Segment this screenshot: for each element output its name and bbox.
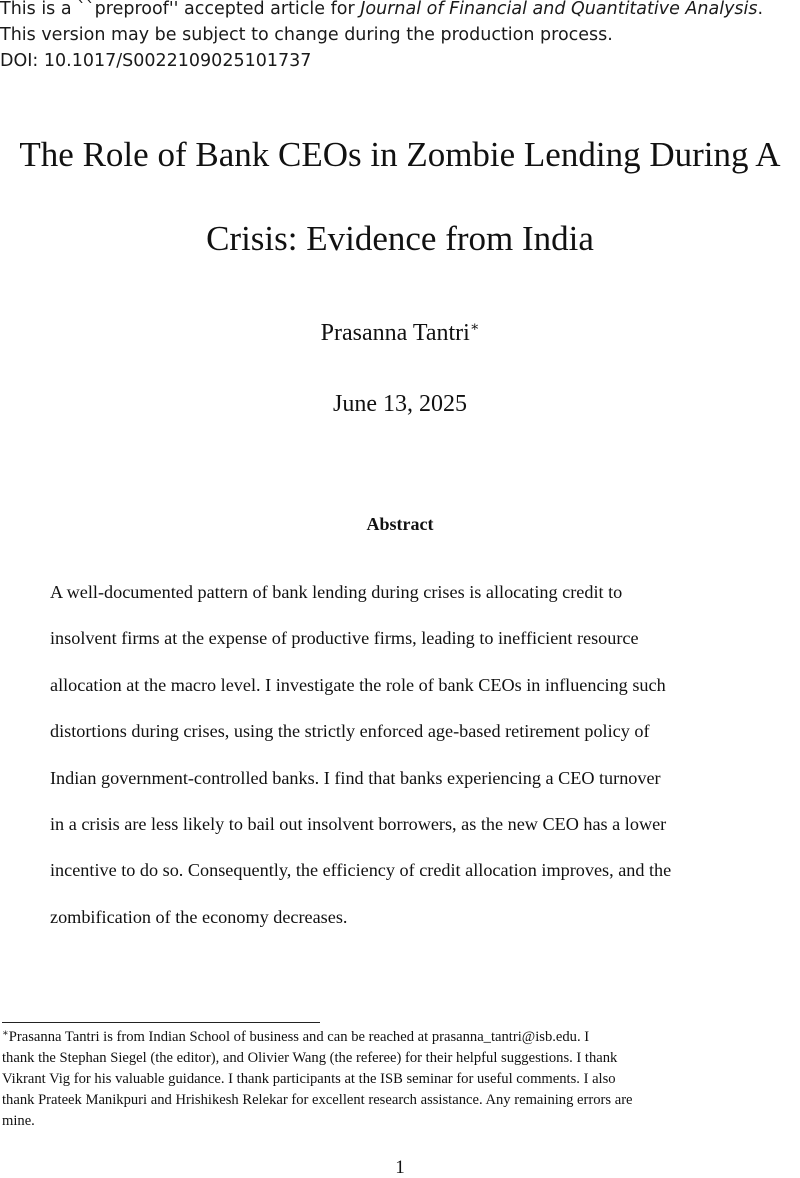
abstract-line: incentive to do so. Consequently, the efficiency of credit allocation improves, and the bbox=[50, 860, 672, 881]
abstract-line: in a crisis are less likely to bail out insolvent borrowers, as the new CEO has a lower bbox=[50, 814, 667, 835]
preproof-line-2: This version may be subject to change during the production process. bbox=[0, 25, 613, 45]
page-number: 1 bbox=[395, 1157, 405, 1178]
footnote-mark: ∗ bbox=[2, 1028, 9, 1039]
paper-title-line-2: Crisis: Evidence from India bbox=[206, 219, 594, 258]
preproof-suffix: . bbox=[757, 0, 764, 19]
abstract-line: allocation at the macro level. I investigate the role of bank CEOs in influencing such bbox=[50, 674, 666, 695]
paper-title-line-1: The Role of Bank CEOs in Zombie Lending During A bbox=[19, 135, 781, 174]
preproof-notice bbox=[0, 0, 790, 74]
abstract-line: distortions during crises, using the strictly enforced age-based retirement policy of bbox=[50, 721, 650, 742]
paper-date: June 13, 2025 bbox=[333, 391, 467, 417]
author-footnote-mark: ∗ bbox=[469, 320, 480, 335]
footnote-line: thank the Stephan Siegel (the editor), and Olivier Wang (the referee) for their helpful suggestions. I thank bbox=[2, 1050, 618, 1066]
abstract-line: A well-documented pattern of bank lending during crises is allocating credit to bbox=[50, 582, 623, 602]
author-text: Prasanna Tantri bbox=[320, 320, 470, 346]
abstract-line: zombification of the economy decreases. bbox=[50, 906, 348, 927]
footnote bbox=[2, 1027, 798, 1132]
abstract-line: Indian government-controlled banks. I find that banks experiencing a CEO turnover bbox=[50, 767, 661, 788]
author-name bbox=[0, 321, 800, 345]
footnote-line: mine. bbox=[2, 1113, 35, 1129]
footnote-line: Vikrant Vig for his valuable guidance. I thank participants at the ISB seminar for useful comments. I also bbox=[2, 1071, 616, 1087]
journal-name: Journal of Financial and Quantitative Analysis bbox=[360, 0, 758, 19]
abstract-line: insolvent firms at the expense of productive firms, leading to inefficient resource bbox=[50, 628, 639, 649]
abstract-body bbox=[50, 569, 760, 940]
preproof-line-1 bbox=[0, 0, 790, 22]
footnote-line-text: Prasanna Tantri is from Indian School of business and can be reached at prasanna_tantri@isb.edu. I bbox=[8, 1029, 590, 1045]
abstract-heading: Abstract bbox=[366, 514, 434, 534]
footnote-line bbox=[2, 1027, 798, 1048]
footnote-line: thank Prateek Manikpuri and Hrishikesh Relekar for excellent research assistance. Any remaining errors are bbox=[2, 1092, 633, 1108]
preproof-prefix: This is a ``preproof'' accepted article for bbox=[0, 0, 361, 19]
footnote-divider bbox=[2, 1022, 320, 1023]
doi-line: DOI: 10.1017/S0022109025101737 bbox=[0, 51, 312, 71]
